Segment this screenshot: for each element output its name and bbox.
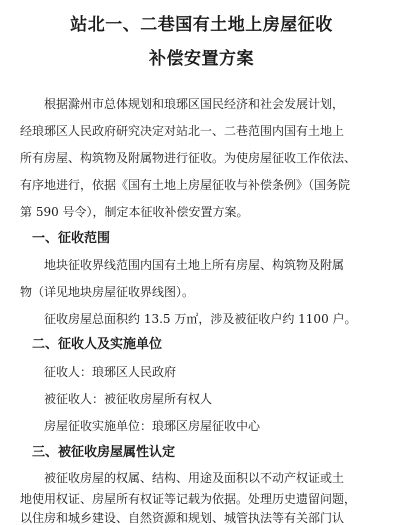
section-heading-attributes: 三、被征收房屋属性认定 xyxy=(32,445,176,460)
section-text-line: 物（详见地块房屋征收界线图）。 xyxy=(20,285,195,299)
intro-line: 根据滁州市总体规划和琅琊区国民经济和社会发展计划， xyxy=(44,97,345,111)
document-title-line-2: 补偿安置方案 xyxy=(149,49,254,69)
section-text-line: 征收房屋总面积约 13.5 万㎡，涉及被征收户约 1100 户。 xyxy=(44,312,357,326)
section-text-line: 以住房和城乡建设、自然资源和规划、城管执法等有关部门认 xyxy=(20,511,345,525)
section-text-line: 房屋征收实施单位：琅琊区房屋征收中心 xyxy=(44,419,261,433)
section-text-line: 征收人：琅琊区人民政府 xyxy=(44,365,177,379)
section-heading-parties: 二、征收人及实施单位 xyxy=(32,337,163,352)
section-text-line: 被征收房屋的权属、结构、用途及面积以不动产权证或土 xyxy=(44,471,345,485)
document-title-line-1: 站北一、二巷国有土地上房屋征收 xyxy=(70,15,333,35)
intro-line: 有序地进行，依据《国有土地上房屋征收与补偿条例》（国务院 xyxy=(20,178,351,192)
intro-line: 经琅琊区人民政府研究决定对站北一、二巷范围内国有土地上 xyxy=(20,124,345,138)
section-text-line: 地使用权证、房屋所有权证等记载为依据。处理历史遗留问题， xyxy=(20,492,357,506)
intro-line: 第 590 号令），制定本征收补偿安置方案。 xyxy=(20,205,249,219)
section-text-line: 地块征收界线范围内国有土地上所有房屋、构筑物及附属 xyxy=(44,258,345,272)
intro-line: 所有房屋、构筑物及附属物进行征收。为使房屋征收工作依法、 xyxy=(20,151,357,165)
section-text-line: 被征收人：被征收房屋所有权人 xyxy=(44,392,213,406)
section-heading-scope: 一、征收范围 xyxy=(32,231,111,246)
